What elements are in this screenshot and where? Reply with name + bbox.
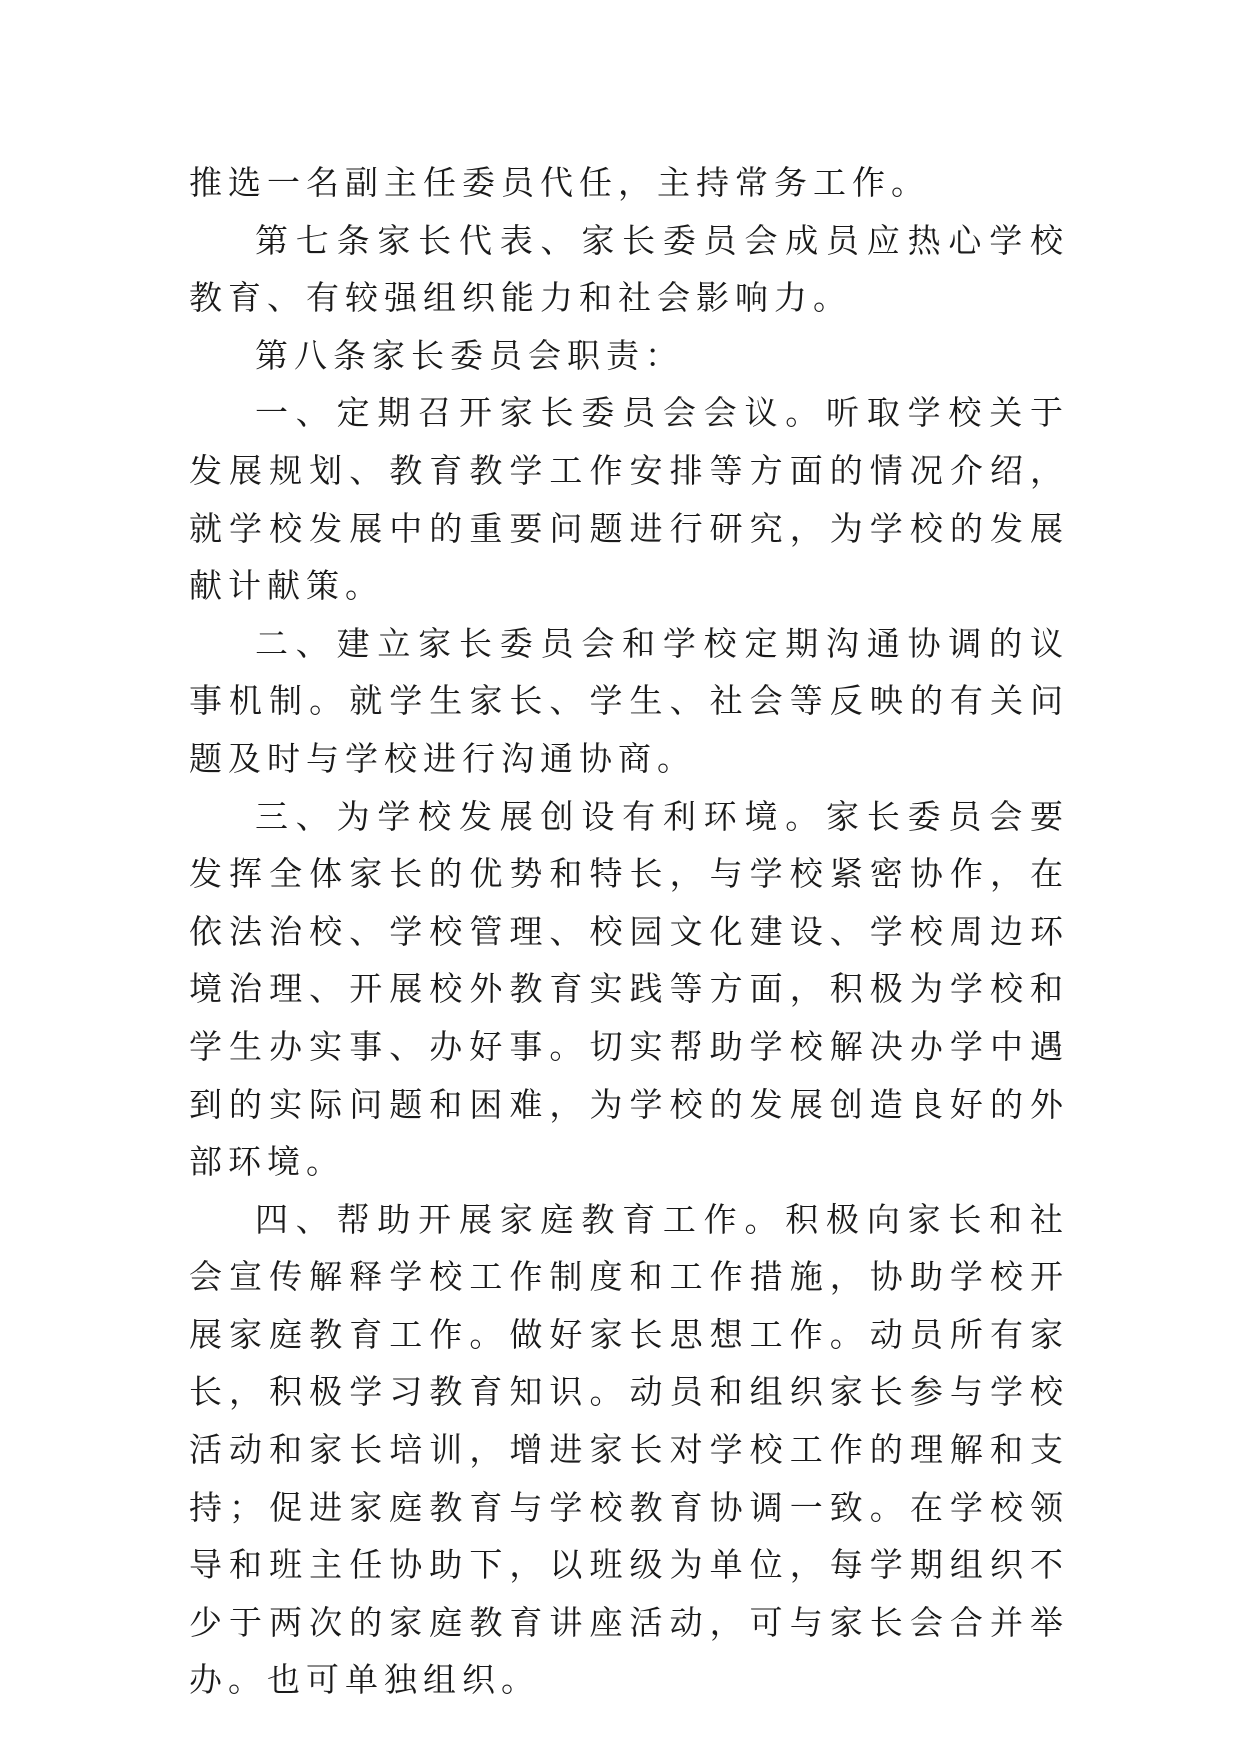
paragraph-duty-2: 二、建立家长委员会和学校定期沟通协调的议事机制。就学生家长、学生、社会等反映的有关问题及时与学校进行沟通协商。 <box>189 623 1069 778</box>
document-body <box>189 154 1069 1709</box>
paragraph-duty-4: 四、帮助开展家庭教育工作。积极向家长和社会宣传解释学校工作制度和工作措施，协助学校开展家庭教育工作。做好家长思想工作。动员所有家长，积极学习教育知识。动员和组织家长参与学校活动和家长培训，增进家长对学校工作的理解和支持；促进家庭教育与学校教育协调一致。在学校领导和班主任协助下，以班级为单位，每学期组织不少于两次的家庭教育讲座活动，可与家长会合并举办。也可单独组织。 <box>189 1199 1069 1700</box>
paragraph-duty-3: 三、为学校发展创设有利环境。家长委员会要发挥全体家长的优势和特长，与学校紧密协作，在依法治校、学校管理、校园文化建设、学校周边环境治理、开展校外教育实践等方面，积极为学校和学生办实事、办好事。切实帮助学校解决办学中遇到的实际问题和困难，为学校的发展创造良好的外部环境。 <box>189 796 1069 1182</box>
paragraph-article-8: 第八条家长委员会职责： <box>255 335 684 375</box>
paragraph-duty-1: 一、定期召开家长委员会会议。听取学校关于发展规划、教育教学工作安排等方面的情况介绍，就学校发展中的重要问题进行研究，为学校的发展献计献策。 <box>189 393 1069 606</box>
paragraph-continuation: 推选一名副主任委员代任，主持常务工作。 <box>189 163 930 202</box>
paragraph-article-7: 第七条家长代表、家长委员会成员应热心学校教育、有较强组织能力和社会影响力。 <box>189 220 1069 318</box>
